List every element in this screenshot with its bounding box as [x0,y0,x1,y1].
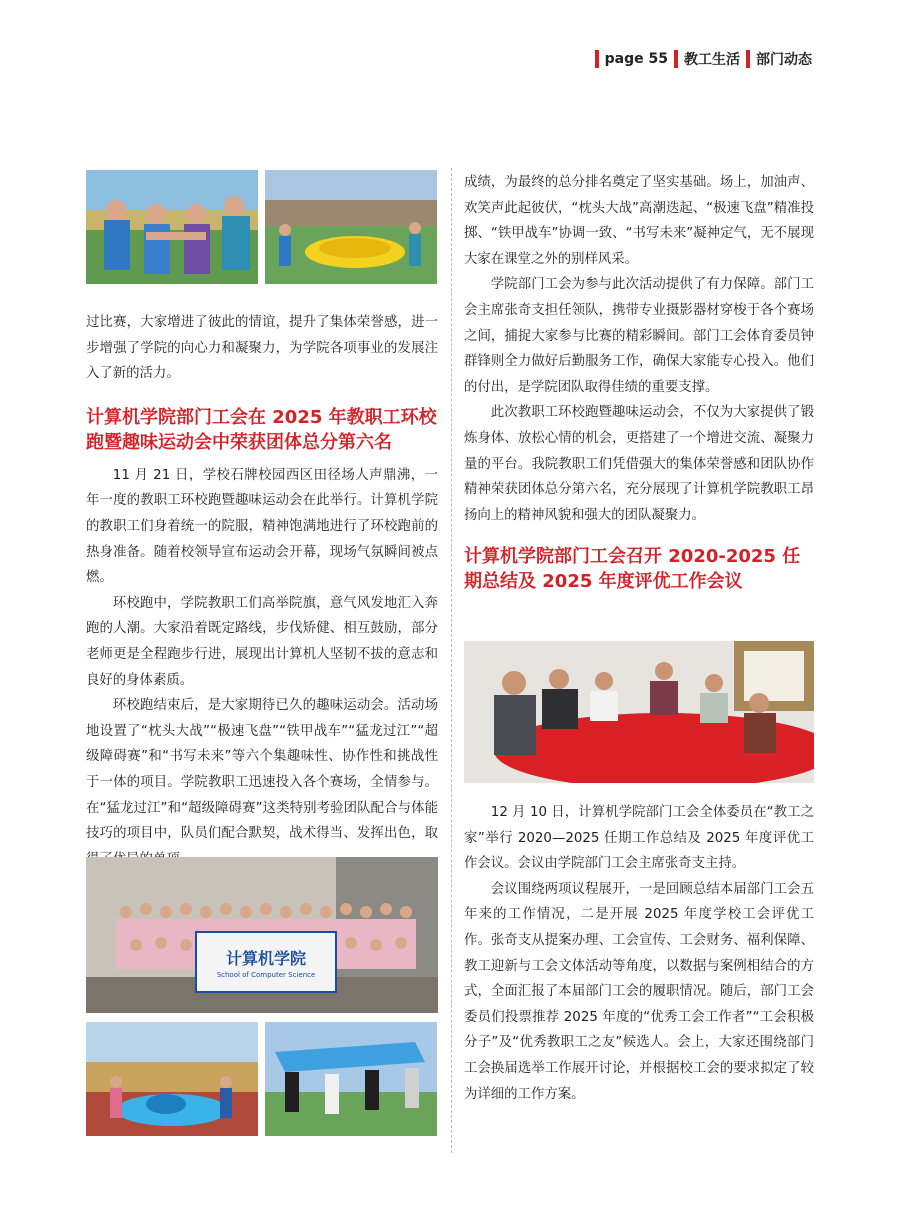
banner-text: 计算机学院 [225,949,306,968]
photo-dragon-game [265,1022,437,1136]
right-column-lower [464,800,814,1107]
photo-group [86,857,438,1013]
paragraph: 此次教职工环校跑暨趣味运动会，不仅为大家提供了锻炼身体、放松心情的机会，更搭建了一个增进交流、凝聚力量的平台。我院教职工们凭借强大的集体荣誉感和团队协作精神荣获团体总分第六名，充分展现了计算机学院教职工昂扬向上的精神风貌和强大的团队凝聚力。 [464,405,814,523]
header-bar [595,50,599,68]
paragraph: 学院部门工会为参与此次活动提供了有力保障。部门工会主席张奇支担任领队，携带专业摄影器材穿梭于各个赛场之间，捕捉大家参与比赛的精彩瞬间。部门工会体育委员钟群锋则全力做好后勤服务工作，确保大家能专心投入。他们的付出，是学院团队取得佳绩的重要支撑。 [464,277,814,395]
right-column [464,170,814,594]
article-title-meeting: 计算机学院部门工会召开 2020-2025 任期总结及 2025 年度评优工作会议 [464,546,801,593]
paragraph: 12 月 10 日，计算机学院部门工会全体委员在“教工之家”举行 2020—2025 任期工作总结及 2025 年度评优工作会议。会议由学院部门工会主席张奇支主持。 [464,805,814,872]
article-title-sports: 计算机学院部门工会在 2025 年教职工环校跑暨趣味运动会中荣获团体总分第六名 [86,406,437,453]
photo-inflatable-game [86,1022,258,1136]
paragraph: 环校跑结束后，是大家期待已久的趣味运动会。活动场地设置了“枕头大战”“极速飞盘”“铁甲战车”“猛龙过江”“超级障碍赛”和“书写未来”等六个集趣味性、协作性和挑战性于一体的项目。学院教职工迅速投入各个赛场，全情参与。在“猛龙过江”和“超级障碍赛”这类特别考验团队配合与体能技巧的项目中，队员们配合默契，战术得当、发挥出色，取 [86,698,438,842]
photo-field-game [265,170,437,284]
section-label: 教工生活 [684,52,740,68]
column-divider [451,168,452,1153]
paragraph: 成绩，为最终的总分排名奠定了坚实基础。场上，加油声、欢笑声此起彼伏，“枕头大战”高潮迭起、“极速飞盘”精准投掷、“铁甲战车”协调一致、“书写未来”凝神定气，无不展现大家在课堂之外的别样风采。 [464,175,814,267]
paragraph: 会议围绕两项议程展开，一是回顾总结本届部门工会五年来的工作情况，二是开展 2025 年度学校工会评优工作。张奇支从提案办理、工会宣传、工会财务、福利保障、教工迎新与工会文体活动等角度，以数据与案例相结合的方式，全面汇报了本届部门工会的履职情况。随后，部门工会委员们投票推荐 2025 年度的“优秀工会工作者”“工会积极分子”及“优秀教职工之友”候选人。会上，大家还围绕部门工会换届选举工作展开讨论，并根据校工会的要求拟定了较为详细的工作方案。 [464,881,814,1102]
photo-meeting [464,641,814,783]
page-number: page 55 [604,51,668,67]
header-separator [674,50,678,68]
paragraph: 环校跑中，学院教职工们高举院旗，意气风发地汇入奔跑的人潮。大家沿着既定路线，步伐矫健、相互鼓励，部分老师更是全程跑步行进，展现出计算机人坚韧不拔的意志和良好的身体素质。 [86,595,438,688]
page-header [595,48,812,70]
intro-paragraph: 过比赛，大家增进了彼此的情谊，提升了集体荣誉感，进一步增强了学院的向心力和凝聚力，为学院各项事业的发展注入了新的活力。 [86,315,438,382]
header-separator [746,50,750,68]
subsection-label: 部门动态 [756,52,812,68]
banner-subtext: School of Computer Science [216,971,316,979]
paragraph: 11 月 21 日，学校石牌校园西区田径场人声鼎沸，一年一度的教职工环校跑暨趣味运动会在此举行。计算机学院的教职工们身着统一的院服，精神饱满地进行了环校跑前的热身准备。随着校领导宣布运动会开幕，现场气氛瞬间被点燃。 [86,467,438,586]
photo-team-huddle [86,170,258,284]
left-column [86,310,438,872]
